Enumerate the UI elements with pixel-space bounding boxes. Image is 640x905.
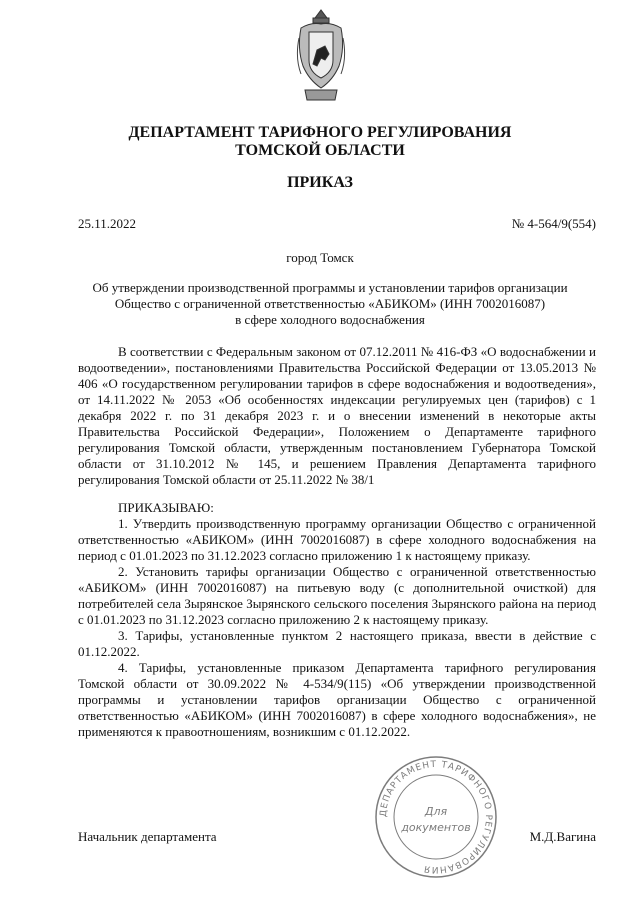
signatory-name: М.Д.Вагина	[529, 829, 596, 844]
document-body	[78, 344, 596, 740]
stamp-ring-text: ДЕПАРТАМЕНТ ТАРИФНОГО РЕГУЛИРОВАНИЯ	[378, 759, 494, 875]
document-date: 25.11.2022	[78, 216, 137, 231]
stamp-line1: Для	[424, 805, 448, 818]
subject-line3: в сфере холодного водоснабжения	[235, 312, 425, 327]
order-word: ПРИКАЗЫВАЮ:	[118, 500, 214, 515]
signatory-position: Начальник департамента	[78, 829, 217, 844]
department-name-line2: ТОМСКОЙ ОБЛАСТИ	[235, 142, 405, 159]
order-item-4: 4. Тарифы, установленные приказом Департамента тарифного регулирования Томской области от 30.09.2022 № 4-534/9(115) «Об утверждении производственной программы и установлении тарифов организации Общество с ограниченной ответственностью «АБИКОМ» (ИНН 7002016087) в сфере холодного водоснабжения», не применяются к правоотношениям, возникшим с 01.12.2022.	[78, 660, 596, 739]
official-stamp	[372, 753, 500, 881]
document-subject	[70, 280, 590, 328]
order-item-2: 2. Установить тарифы организации Общество с ограниченной ответственностью «АБИКОМ» (ИНН 7002016087) на питьевую воду (с дополнительной очисткой) для потребителей села Зырянское Зырянского сельского поселения Зырянского района на период с 01.01.2023 по 31.12.2023 согласно приложению 2 к настоящему приказу.	[78, 564, 596, 627]
document-number: № 4-564/9(554)	[511, 216, 596, 231]
subject-line1: Об утверждении производственной программы и установлении тарифов организации	[92, 280, 568, 295]
order-item-1: 1. Утвердить производственную программу организации Общество с ограниченной ответственностью «АБИКОМ» (ИНН 7002016087) в сфере холодного водоснабжения на период с 01.01.2023 по 31.12.2023 согласно приложению 1 к настоящему приказу.	[78, 516, 596, 563]
order-item-3: 3. Тарифы, установленные пунктом 2 настоящего приказа, ввести в действие с 01.12.2022.	[78, 628, 596, 659]
document-type: ПРИКАЗ	[287, 174, 353, 191]
department-header	[0, 124, 640, 160]
subject-line2: Общество с ограниченной ответственностью «АБИКОМ» (ИНН 7002016087)	[114, 296, 546, 311]
stamp-line2: документов	[401, 821, 471, 834]
document-city: город Томск	[286, 250, 354, 265]
coat-of-arms-emblem	[295, 8, 347, 118]
preamble-paragraph: В соответствии с Федеральным законом от 07.12.2011 № 416-ФЗ «О водоснабжении и водоотведении», постановлениями Правительства Российской Федерации от 13.05.2013 № 406 «О государственном регулировании тарифов в сфере водоснабжения и водоотведения», от 14.11.2022 № 2053 «Об особенностях индексации регулируемых цен (тарифов) с 1 декабря 2022 г. по 31 декабря 2023 г. и о внесении изменений в некоторые акты Правительства Российской Федерации», Положением о Департаменте тарифного регулирования Томской области, утвержденным постановлением Губернатора Томской области от 31.10.2012 № 145, и решением Правления Департамента тарифного регулирования Томской области от 25.11.2022 № 38/1	[78, 344, 596, 487]
department-name-line1: ДЕПАРТАМЕНТ ТАРИФНОГО РЕГУЛИРОВАНИЯ	[128, 124, 512, 141]
